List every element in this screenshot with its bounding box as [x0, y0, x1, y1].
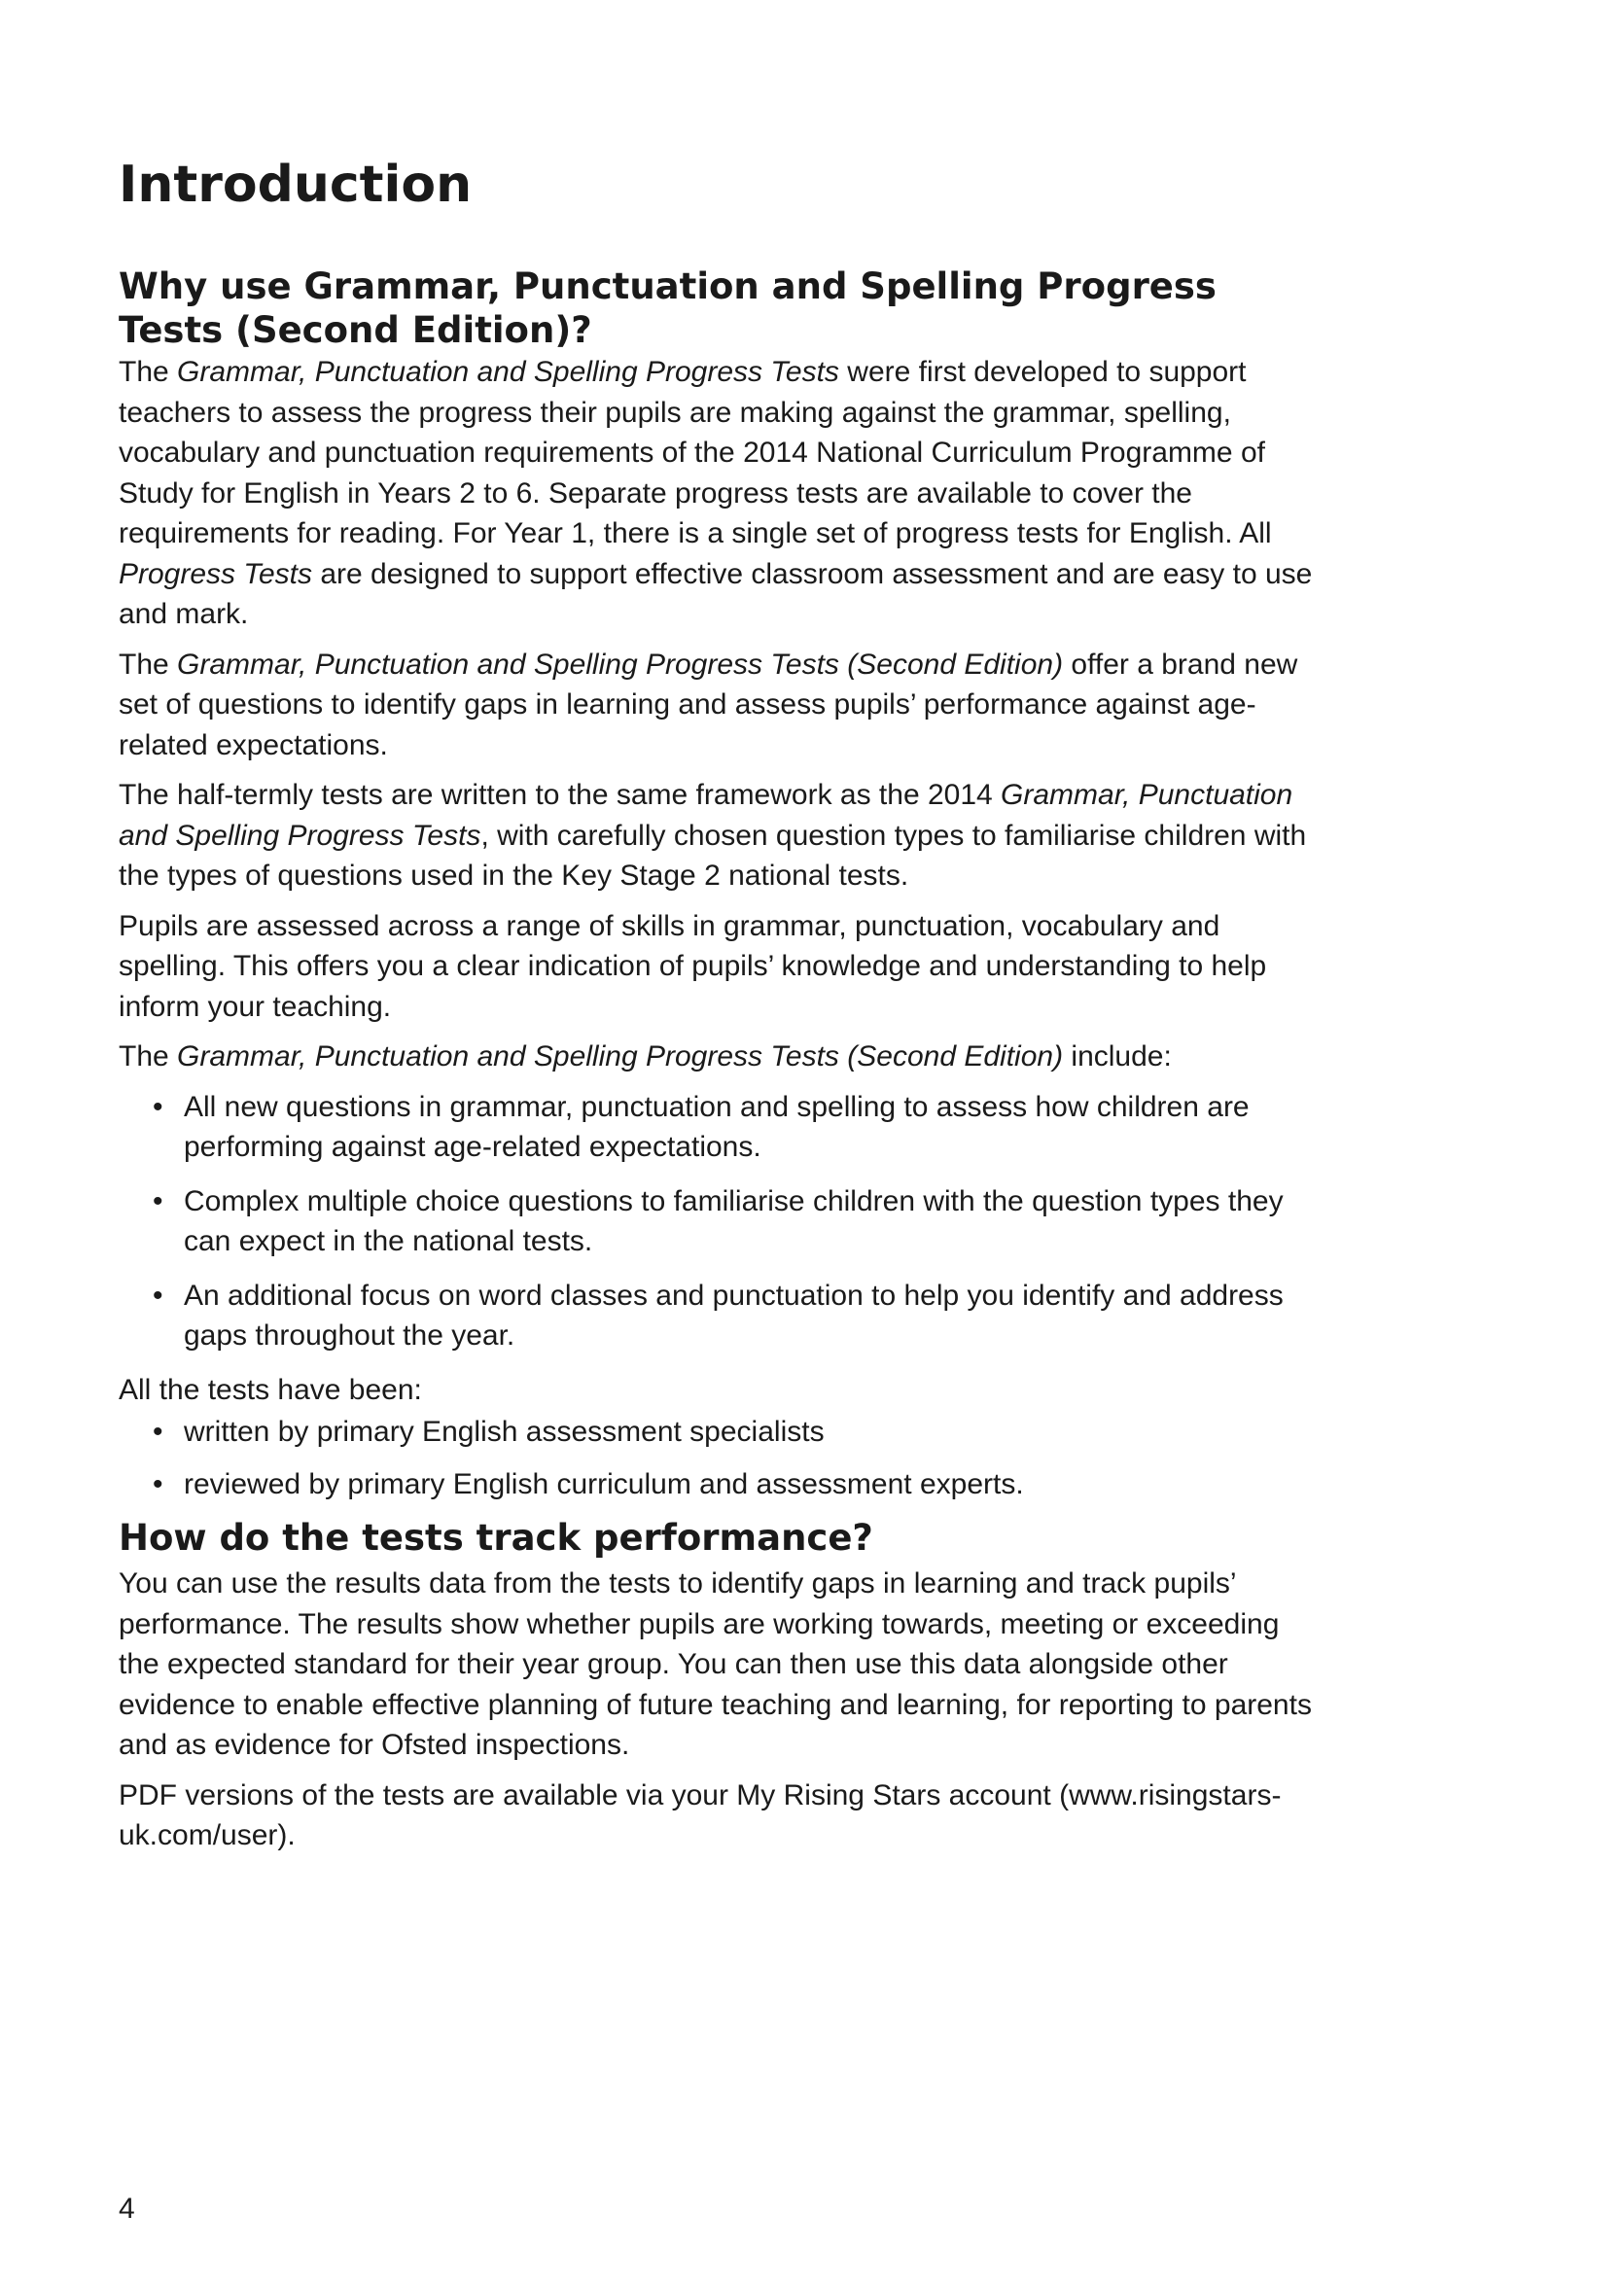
- section-heading-track-performance: How do the tests track performance?: [119, 1517, 873, 1559]
- italic-title: Progress Tests: [119, 557, 312, 590]
- includes-list: [119, 1087, 1324, 1356]
- text: The: [119, 356, 178, 388]
- bullet-icon: •: [153, 1416, 163, 1448]
- list-item-text: An additional focus on word classes and punctuation to help you identify and address gaps throughout the year.: [184, 1279, 1284, 1352]
- list-item: [119, 1464, 1324, 1505]
- section-why-use: [119, 264, 1324, 1866]
- text: include:: [1063, 1040, 1172, 1072]
- italic-title: Grammar, Punctuation and Spelling Progress Tests: [177, 356, 839, 388]
- text: , with carefully chosen question types to familiarise children with the types of questions used in the Key Stage 2 national tests.: [119, 819, 1307, 892]
- paragraph-results-data: You can use the results data from the tests to identify gaps in learning and track pupils’ performance. The results show whether pupils are working towards, meeting or exceeding the expected standard for their year group. You can then use this data alongside other evidence to enable effective planning of future teaching and learning, for reporting to parents and as evidence for Ofsted inspections.: [119, 1567, 1312, 1761]
- paragraph-include-lead: [119, 1037, 1324, 1077]
- text: The: [119, 648, 178, 681]
- bullet-icon: •: [153, 1279, 163, 1312]
- list-item-text: written by primary English assessment specialists: [184, 1416, 825, 1448]
- section-heading-why-use: Why use Grammar, Punctuation and Spelling Progress Tests (Second Edition)?: [119, 265, 1217, 351]
- paragraph-second-edition: [119, 645, 1324, 766]
- text: offer a brand new set of questions to identify gaps in learning and assess pupils’ performance against age-related expectations.: [119, 648, 1298, 761]
- list-item-text: Complex multiple choice questions to familiarise children with the question types they can expect in the national tests.: [184, 1184, 1284, 1257]
- italic-title: Grammar, Punctuation and Spelling Progress Tests (Second Edition): [177, 1040, 1064, 1072]
- paragraph-intro: [119, 352, 1324, 635]
- bullet-icon: •: [153, 1467, 163, 1500]
- bullet-icon: •: [153, 1184, 163, 1217]
- page-title: Introduction: [119, 156, 473, 214]
- list-item: [119, 1087, 1324, 1168]
- list-item: [119, 1412, 1324, 1453]
- paragraph-half-termly: [119, 775, 1324, 896]
- tests-have-been-list: [119, 1412, 1324, 1504]
- text: The half-termly tests are written to the same framework as the 2014: [119, 779, 1002, 811]
- list-item: [119, 1181, 1324, 1262]
- italic-title: Grammar, Punctuation and Spelling Progress Tests: [119, 779, 1293, 852]
- text: The: [119, 1040, 178, 1072]
- paragraph-pdf-versions: PDF versions of the tests are available via your My Rising Stars account (www.risingstars-uk.com/user).: [119, 1778, 1282, 1851]
- italic-title: Grammar, Punctuation and Spelling Progress Tests (Second Edition): [177, 648, 1064, 681]
- list-item: [119, 1276, 1324, 1356]
- text: were first developed to support teachers to assess the progress their pupils are making against the grammar, spelling, vocabulary and punctuation requirements of the 2014 National Curriculum Programme of Study for English in Years 2 to 6. Separate progress tests are available to cover the requirements for reading. For Year 1, there is a single set of progress tests for English. All: [119, 356, 1272, 549]
- text: are designed to support effective classroom assessment and are easy to use and mark.: [119, 557, 1313, 630]
- bullet-icon: •: [153, 1090, 163, 1123]
- list-item-text: All new questions in grammar, punctuation and spelling to assess how children are performing against age-related expectations.: [184, 1090, 1250, 1163]
- paragraph-tests-have-been: All the tests have been:: [119, 1373, 422, 1406]
- page-number: 4: [119, 2193, 135, 2225]
- list-item-text: reviewed by primary English curriculum and assessment experts.: [184, 1467, 1024, 1500]
- paragraph-skills: Pupils are assessed across a range of skills in grammar, punctuation, vocabulary and spelling. This offers you a clear indication of pupils’ knowledge and understanding to help inform your teaching.: [119, 909, 1267, 1023]
